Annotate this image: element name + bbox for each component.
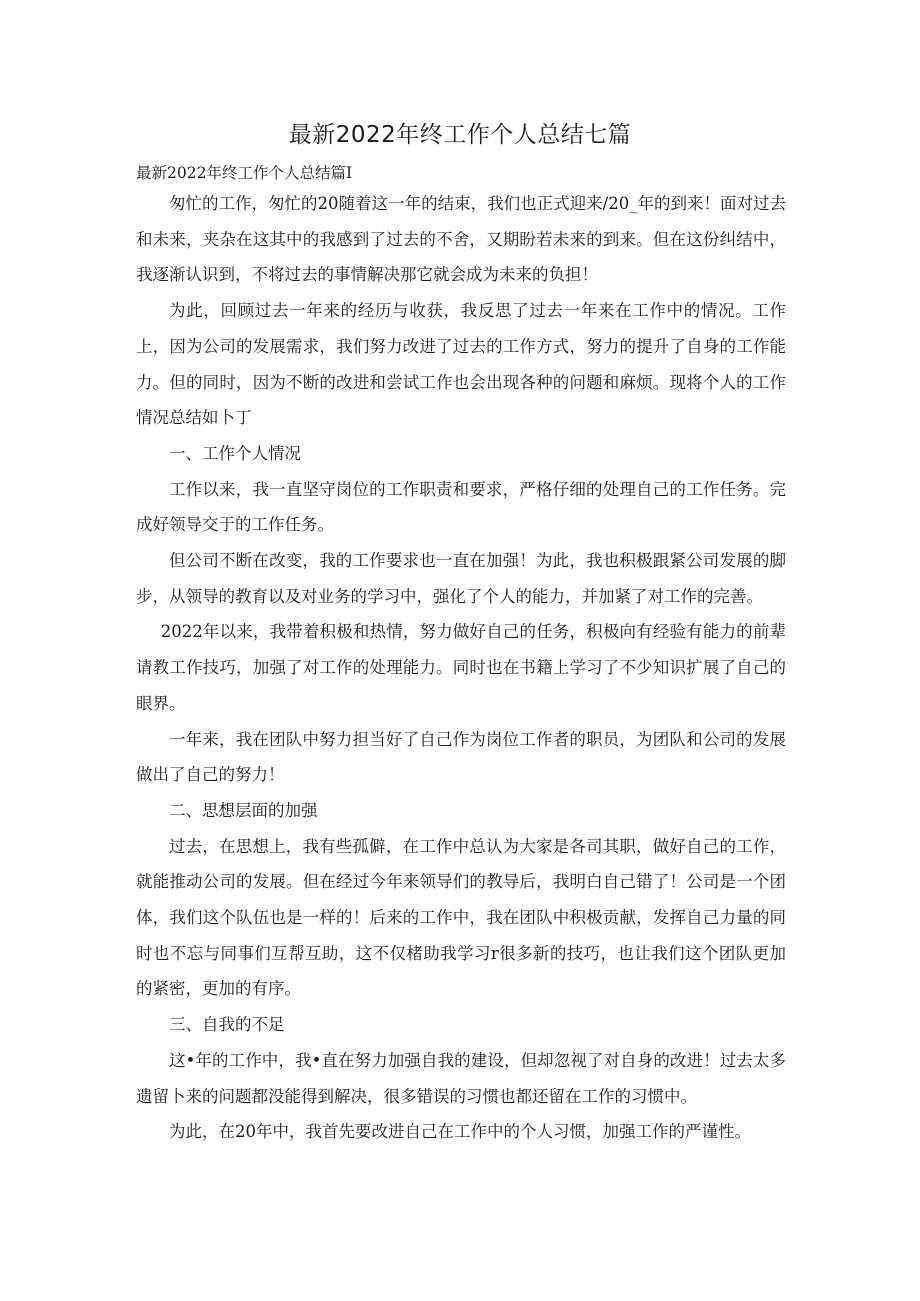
paragraph: 为此，回顾过去一年来的经历与收获，我反思了过去一年来在工作中的情况。工作上，因为公司的发展需求，我们努力改进了过去的工作方式，努力的提升了自身的工作能力。但的同时，因为不断的改进和尝试工作也会出现各种的问题和麻烦。现将个人的工作情况总结如卜丁 [136, 301, 786, 428]
paragraph: 一年来，我在团队中努力担当好了自己作为岗位工作者的职员，为团队和公司的发展做出了自己的努力！ [136, 729, 786, 785]
document-title: 最新2022年终工作个人总结七篇 [288, 122, 632, 148]
document-subtitle: 最新2022年终工作个人总结篇I [136, 164, 353, 182]
section-heading: 三、自我的不足 [169, 1015, 285, 1035]
section-heading: 二、思想层面的加强 [169, 800, 318, 820]
paragraph: 工作以来，我一直坚守岗位的工作职责和要求，严格仔细的处理自己的工作任务。完成好领导交于的工作任务。 [136, 479, 786, 535]
paragraph: 2022年以来，我带着积极和热情，努力做好自己的任务，积极向有经验有能力的前辈请教工作技巧，加强了对工作的处理能力。同时也在书籍上学习了不少知识扩展了自己的眼界。 [136, 622, 786, 713]
paragraph: 过去，在思想上，我有些孤僻，在工作中总认为大家是各司其职，做好自己的工作，就能推动公司的发展。但在经过今年来领导们的教导后，我明白自己错了！公司是一个团体，我们这个队伍也是一样的！后来的工作中，我在团队中积极贡献，发挥自己力量的同时也不忘与同事们互帮互助，这不仅楮助我学习r很多新的技巧，也让我们这个团队更加的紧密，更加的有序。 [136, 836, 786, 999]
paragraph: 为此，在20年中，我首先要改进自己在工作中的个人习惯，加强工作的严谨性。 [169, 1122, 751, 1142]
section-heading: 一、工作个人情况 [169, 443, 301, 463]
document-body [136, 186, 786, 1150]
paragraph: 这•年的工作中，我•直在努力加强自我的建设，但却忽视了对自身的改进！过去太多遗留卜来的问题都没能得到解决，很多错误的习惯也都还留在工作的习惯中。 [136, 1050, 786, 1106]
paragraph: 但公司不断在改变，我的工作要求也一直在加强！为此，我也积极跟紧公司发展的脚步，从领导的教育以及对业务的学习中，强化了个人的能力，并加紧了对工作的完善。 [136, 551, 786, 606]
paragraph: 匆忙的工作，匆忙的20随着这一年的结束，我们也正式迎来/20_年的到来！面对过去和未来，夹杂在这其中的我感到了过去的不舍，又期盼若未来的到来。但在这份纠结中，我逐渐认识到，不将过去的事情解决那它就会成为未来的负担！ [136, 194, 786, 285]
